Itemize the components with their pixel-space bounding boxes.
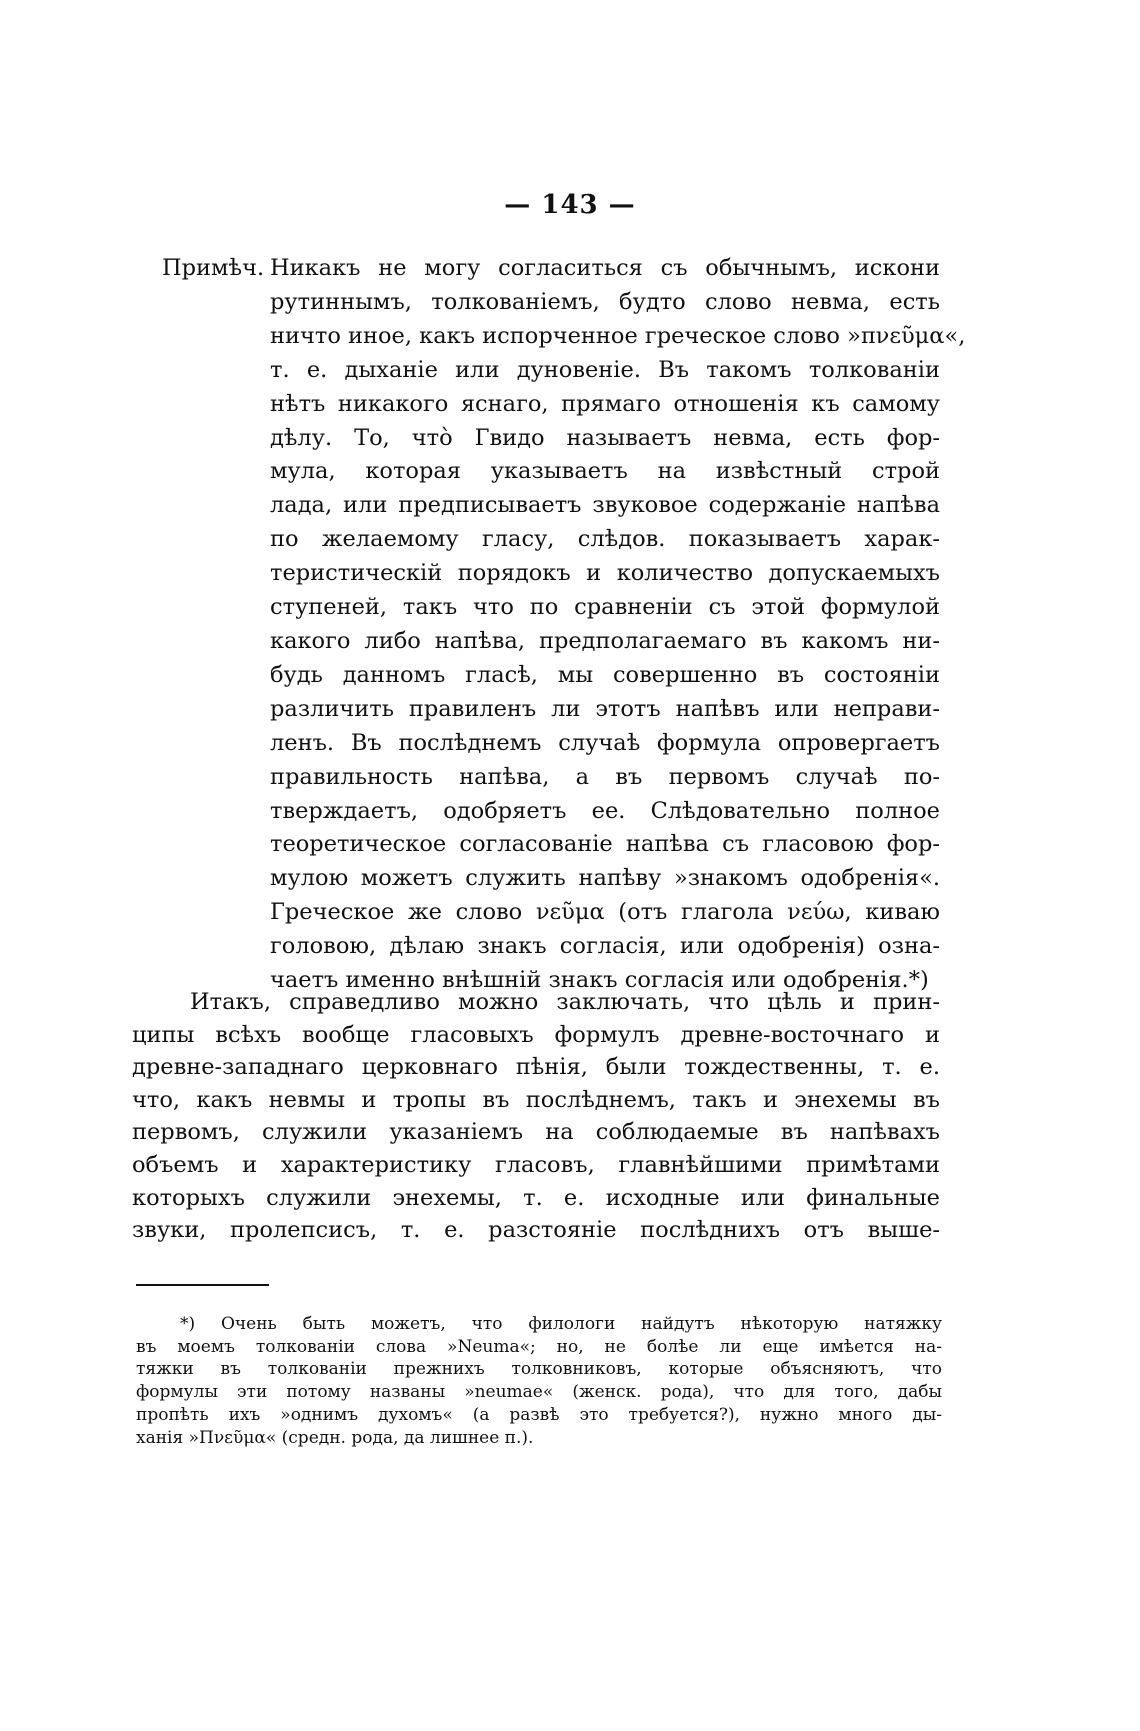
footnote-line: тяжки въ толкованіи прежнихъ толковниковъ, которые объясняютъ, что <box>136 1359 942 1380</box>
text-line: которыхъ служили энехемы, т. е. исходные или финальные <box>132 1184 940 1211</box>
note-line: правильность напѣва, а въ первомъ случаѣ по- <box>270 763 940 790</box>
note-line: ступеней, такъ что по сравненіи съ этой формулой <box>270 594 940 621</box>
note-line: теристическій порядокъ и количество допускаемыхъ <box>270 560 940 587</box>
note-line: чаетъ именно внѣшній знакъ согласія или одобренія.*) <box>270 967 929 994</box>
text-line: Итакъ, справедливо можно заключать, что цѣль и прин- <box>190 989 940 1015</box>
note-label: Примѣч. <box>162 255 265 281</box>
note-line: ленъ. Въ послѣднемъ случаѣ формула опровергаетъ <box>270 729 940 756</box>
text-line: первомъ, служили указаніемъ на соблюдаемые въ напѣвахъ <box>132 1119 940 1146</box>
note-line: нѣтъ никакого яснаго, прямаго отношенія къ самому <box>270 390 940 417</box>
main-text <box>132 986 940 1247</box>
note-line: мулою можетъ служить напѣву »знакомъ одобренія«. <box>270 865 940 892</box>
note-line: Греческое же слово νεῦμα (отъ глагола νεύω, киваю <box>270 899 940 926</box>
note-line: теоретическое согласованіе напѣва съ гласовою фор- <box>270 831 940 858</box>
note-line: какого либо напѣва, предполагаемаго въ какомъ ни- <box>270 627 940 654</box>
footnote <box>136 1313 942 1449</box>
note-line: лада, или предписываетъ звуковое содержаніе напѣва <box>270 492 940 519</box>
note-line: головою, дѣлаю знакъ согласія, или одобренія) озна- <box>270 933 940 960</box>
text-line: звуки, пролепсисъ, т. е. разстояніе послѣднихъ отъ выше- <box>132 1217 940 1244</box>
footnote-line: пропѣть ихъ »однимъ духомъ« (а развѣ это требуется?), нужно много ды- <box>136 1404 942 1425</box>
footnote-rule <box>136 1284 269 1286</box>
note-line: различить правиленъ ли этотъ напѣвъ или неправи- <box>270 695 940 722</box>
note-line: Никакъ не могу согласиться съ обычнымъ, искони <box>270 255 940 281</box>
footnote-line: ханія »Πνεῦμα« (средн. рода, да лишнее п.). <box>136 1427 534 1448</box>
text-line: древне-западнаго церковнаго пѣнія, были тождественны, т. е. <box>132 1054 940 1081</box>
note-line: рутиннымъ, толкованіемъ, будто слово невма, есть <box>270 288 940 315</box>
note-line: дѣлу. То, что̀ Гвидо называетъ невма, есть фор- <box>270 424 940 451</box>
note-line: тверждаетъ, одобряетъ ее. Слѣдовательно полное <box>270 797 940 824</box>
text-line: объемъ и характеристику гласовъ, главнѣйшими примѣтами <box>132 1151 940 1178</box>
note-line: мула, которая указываетъ на извѣстный строй <box>270 458 940 485</box>
note-line: ничто иное, какъ испорченное греческое слово »πνεῦμα«, <box>270 322 966 349</box>
note-line: по желаемому гласу, слѣдов. показываетъ харак- <box>270 526 940 553</box>
footnote-line: формулы эти потому названы »neumae« (женск. рода), что для того, дабы <box>136 1382 942 1403</box>
footnote-line: въ моемъ толкованіи слова »Neuma«; но, не болѣе ли еще имѣется на- <box>136 1336 942 1357</box>
note-line: т. е. дыханіе или дуновеніе. Въ такомъ толкованіи <box>270 356 940 383</box>
page-number: — 143 — <box>504 190 636 220</box>
text-line: ципы всѣхъ вообще гласовыхъ формулъ древне-восточнаго и <box>132 1021 940 1048</box>
footnote-line: *) Очень быть можетъ, что филологи найдутъ нѣкоторую натяжку <box>180 1314 942 1334</box>
note-block <box>162 252 966 998</box>
note-body <box>270 252 966 998</box>
note-line: будь данномъ гласѣ, мы совершенно въ состояніи <box>270 661 940 688</box>
text-line: что, какъ невмы и тропы въ послѣднемъ, такъ и энехемы въ <box>132 1086 940 1113</box>
